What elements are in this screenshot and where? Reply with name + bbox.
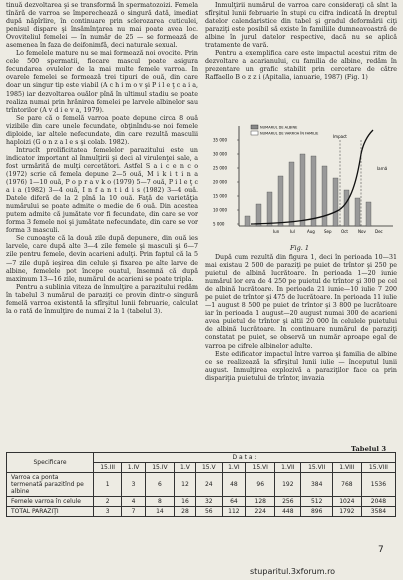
bee-bar — [311, 156, 316, 226]
annotation-impact: Impact — [333, 134, 347, 139]
table-cell: 1024 — [332, 497, 361, 507]
bee-bar — [333, 178, 338, 226]
table-column-header: 1.VIII — [332, 463, 361, 473]
legend-varroa: NUMARUL DE VARROA ÎN FAMILIE — [260, 131, 319, 136]
paragraph: Inmulţirii numărul de varroa care consideraţi că sînt la sfîrşitul lunii februarie în stupi cu cifra indicată în dreptul datelor calendaristice din tabel şi gradul deformării ciţi paraziţi este posibil să existe în familiile dumneavoastră de albine în jurul datelor respective, dacă nu se aplică tratamente de vară. — [205, 2, 397, 50]
bee-bar — [289, 162, 294, 226]
table-cell: 3 — [122, 473, 146, 497]
paragraph: Pentru a sublinia viteza de înmulţire a parazitului redăm în tabelul 3 numărul de paraziţi ce provin dintr-o singură femelă varroa existentă la sfîrşitul lunii februarie, calculat la o rată de înmulţire de numai 2 la 1 (tabelul 3). — [6, 283, 198, 315]
paragraph: Pentru a exemplifica care este impactul acestui ritm de dezvoltare a acarianului, cu familia de albine, redăm în prezentare un grafic stabilit prin cercetare de către Raffaello B o z z i (Apitalia, ianuarie, 1987) (Fig. 1) — [205, 50, 397, 82]
bee-bar — [355, 198, 360, 226]
row-label: TOTAL PARAZIŢI — [7, 507, 94, 517]
table-cell: 64 — [222, 497, 246, 507]
table-row — [7, 497, 396, 507]
table-column-header: 1.VI — [222, 463, 246, 473]
bee-bar — [256, 204, 261, 226]
table-cell: 3 — [94, 507, 122, 517]
table-cell: 2 — [94, 497, 122, 507]
left-column — [6, 2, 198, 316]
paragraph: Intrucît prolificitatea femelelor parazitului este un indicator important al înmulţirii şi deci al virulenţei sale, a fost urmărită de mulţi cercetători. Astfel S a i c e n c o (1972) scrie că femela depune 2—5 ouă, M i k i t i n a (1976) 1—10 ouă, P o p r a v k o (1979) 5—7 ouă, P i l e ţ c a i a (1982) 3—4 ouă, I n f a n t i d i s (1982) 3—4 ouă. Datele diferă de la 2 pînă la 10 ouă. Faţă de varietăţia numărului se poate admite o medie de 6 ouă. Din acestea putem admite că jumătate vor fi fecundate, din care se vor forma 3 femele noi şi jumătate nefecundate, din care se vor forma 3 masculi. — [6, 146, 198, 235]
y-tick-label: 20 000 — [213, 179, 227, 185]
table-column-header: 15.III — [94, 463, 122, 473]
page-number: 7 — [378, 545, 384, 555]
table-cell: 96 — [246, 473, 275, 497]
table-cell: 1792 — [332, 507, 361, 517]
paragraph: Este edificator impactul între varroa şi familia de albine ce se realizează la sfîrşitul lunii iulie — începutul lunii august. Inmulţirea explozivă a paraziţilor face ca prin dispariţia puietului de trîntor, invazia — [205, 350, 397, 382]
bee-bar — [278, 176, 283, 226]
table-column-header: 15.IV — [145, 463, 174, 473]
table-cell: 1 — [94, 473, 122, 497]
right-column-bottom — [205, 254, 397, 383]
bee-bar — [344, 190, 349, 226]
table-cell: 112 — [222, 507, 246, 517]
x-tick-label: Sep — [324, 229, 332, 234]
table-column-header: 15.V — [196, 463, 223, 473]
table-cell: 32 — [196, 497, 223, 507]
table-cell: 1536 — [361, 473, 395, 497]
table-cell: 7 — [122, 507, 146, 517]
x-tick-label: Nov — [358, 229, 366, 234]
table-column-header: 1.VII — [275, 463, 301, 473]
paragraph: Se pare că o femelă varroa poate depune circa 8 ouă vizibile din care unele fecundate, obţinîndu-se noi femele diploide, iar altele nefecundate, din care rezultă masculii haploizi (G o n z a l e s şi colab. 1982). — [6, 114, 198, 146]
bee-bar — [267, 192, 272, 226]
paragraph: tinuă dezvoltarea şi se transformă în spermatozoizi. Femela tînără de varroa se împerechează o singură dată, imediat după năpîrlire, în continuare prin sclerozarea cuticulei, penisul dispare şi însămînţarea nu mai poate avea loc. Ovoviteliul femelei — în număr de 25 — se formează de asemenea în faza de deifonimfă, deci naturale sexual. — [6, 2, 198, 50]
table-header-group: D a t a : — [94, 453, 396, 463]
y-tick-label: 25 000 — [213, 165, 227, 171]
table-cell: 24 — [196, 473, 223, 497]
table-cell: 3584 — [361, 507, 395, 517]
table-column-header: 1.IV — [122, 463, 146, 473]
table-cell: 512 — [301, 497, 333, 507]
table-cell: 128 — [246, 497, 275, 507]
y-tick-label: 30 000 — [213, 151, 227, 157]
table-cell: 56 — [196, 507, 223, 517]
table-title: Tabelul 3 — [351, 445, 387, 453]
y-tick-label: 5 000 — [213, 221, 225, 227]
table-cell: 2048 — [361, 497, 395, 507]
figure-caption: Fig. 1 — [290, 244, 310, 252]
table-cell: 4 — [122, 497, 146, 507]
table-cell: 224 — [246, 507, 275, 517]
x-tick-label: Iul — [290, 229, 295, 234]
table-column-header: 1.V — [174, 463, 195, 473]
table-cell: 14 — [145, 507, 174, 517]
paragraph: Se cunoaşte că la două zile după depunere, din ouă ies larvele, care după alte 3—4 zile femele şi masculi şi 6—7 zile pentru femele, devin acarieni adulţi. Prin faptul că la 5—7 zile după ieşirea din celule şi fixarea pe alte larve de albine, femelele pot începe ouatul, însemnă că după maximum 13—16 zile, numărul de acarieni se poate tripla. — [6, 235, 198, 283]
x-tick-label: Aug — [307, 229, 315, 234]
table-cell: 6 — [145, 473, 174, 497]
y-tick-label: 35 000 — [213, 137, 227, 143]
annotation-winter: Iarnă — [377, 166, 388, 171]
table-3 — [6, 452, 396, 517]
table-row — [7, 507, 396, 517]
table-cell: 48 — [222, 473, 246, 497]
paragraph: După cum rezultă din figura 1, deci în perioada 10—31 mai existau 2 500 de paraziţi pe puiet de trîntor şi 250 pe puietul de albină lucrătoare. In perioada 1—20 iunie numărul lor era de 4 250 pe puietul de trîntor şi 300 pe cel de albină lucrătoare. In perioada 21 iunie—10 iulie 7 200 pe puiet de trîntor şi 475 de lucrătoare. In perioada 11 iulie—1 august 8 500 pe puiet de trîntor şi 3 800 pe lucrătoare iar în perioada 1 august—20 august numai 300 de acarieni avea puietul de trîntor şi altii 20 000 în celulele puietului de albină lucrătoare. In continuare numărul de paraziţi constatat pe puiet, se observă un număr aproape egal de varroa pe cifrele albinelor adulte. — [205, 254, 397, 350]
table-cell: 192 — [275, 473, 301, 497]
figure-1-graph — [211, 120, 397, 240]
row-label: Varroa ca ponta termenată parazitînd pe albine — [7, 473, 94, 497]
table-cell: 8 — [145, 497, 174, 507]
x-tick-label: Oct — [341, 229, 348, 234]
y-tick-label: 15 000 — [213, 193, 227, 199]
table-column-header: 15.VIII — [361, 463, 395, 473]
site-watermark: stuparitul.3xforum.ro — [250, 567, 336, 576]
table-cell: 12 — [174, 473, 195, 497]
bee-bar — [300, 154, 305, 226]
table-cell: 384 — [301, 473, 333, 497]
table-cell: 28 — [174, 507, 195, 517]
table-cell: 896 — [301, 507, 333, 517]
table-cell: 768 — [332, 473, 361, 497]
table-cell: 256 — [275, 497, 301, 507]
table-header-label: Specificare — [7, 453, 94, 473]
y-tick-label: 10 000 — [213, 207, 227, 213]
bee-bar — [366, 202, 371, 226]
table-row — [7, 473, 396, 497]
table-column-header: 15.VII — [301, 463, 333, 473]
legend-bees: NUMARUL DE ALBINE — [260, 125, 298, 130]
table-cell: 448 — [275, 507, 301, 517]
right-column-top — [205, 2, 397, 82]
table-column-header: 15.VI — [246, 463, 275, 473]
table-cell: 16 — [174, 497, 195, 507]
bee-bar — [245, 216, 250, 226]
row-label: Femele varroa în celule — [7, 497, 94, 507]
x-tick-label: Dec — [375, 229, 383, 234]
x-tick-label: Iun — [273, 229, 280, 234]
paragraph: Lo femelele mature nu se mai formează noi ovocite. Prin cele 500 spermatii, fiecare mascul poate asigura fecundarea ovulelor de la mai multe femele varroa. In ovarele femelei se formează trei tipuri de ouă, din care doar un singur tip este viabil (A c h i m o v şi P i l e ţ c a i a, 1985) iar dezvoltarea ouălor pînă în ultimul stadiu se poate realiza numai prin hrănirea femelei pe larvele albinelor sau trîntorilor (A v d i e v a, 1979). — [6, 50, 198, 114]
